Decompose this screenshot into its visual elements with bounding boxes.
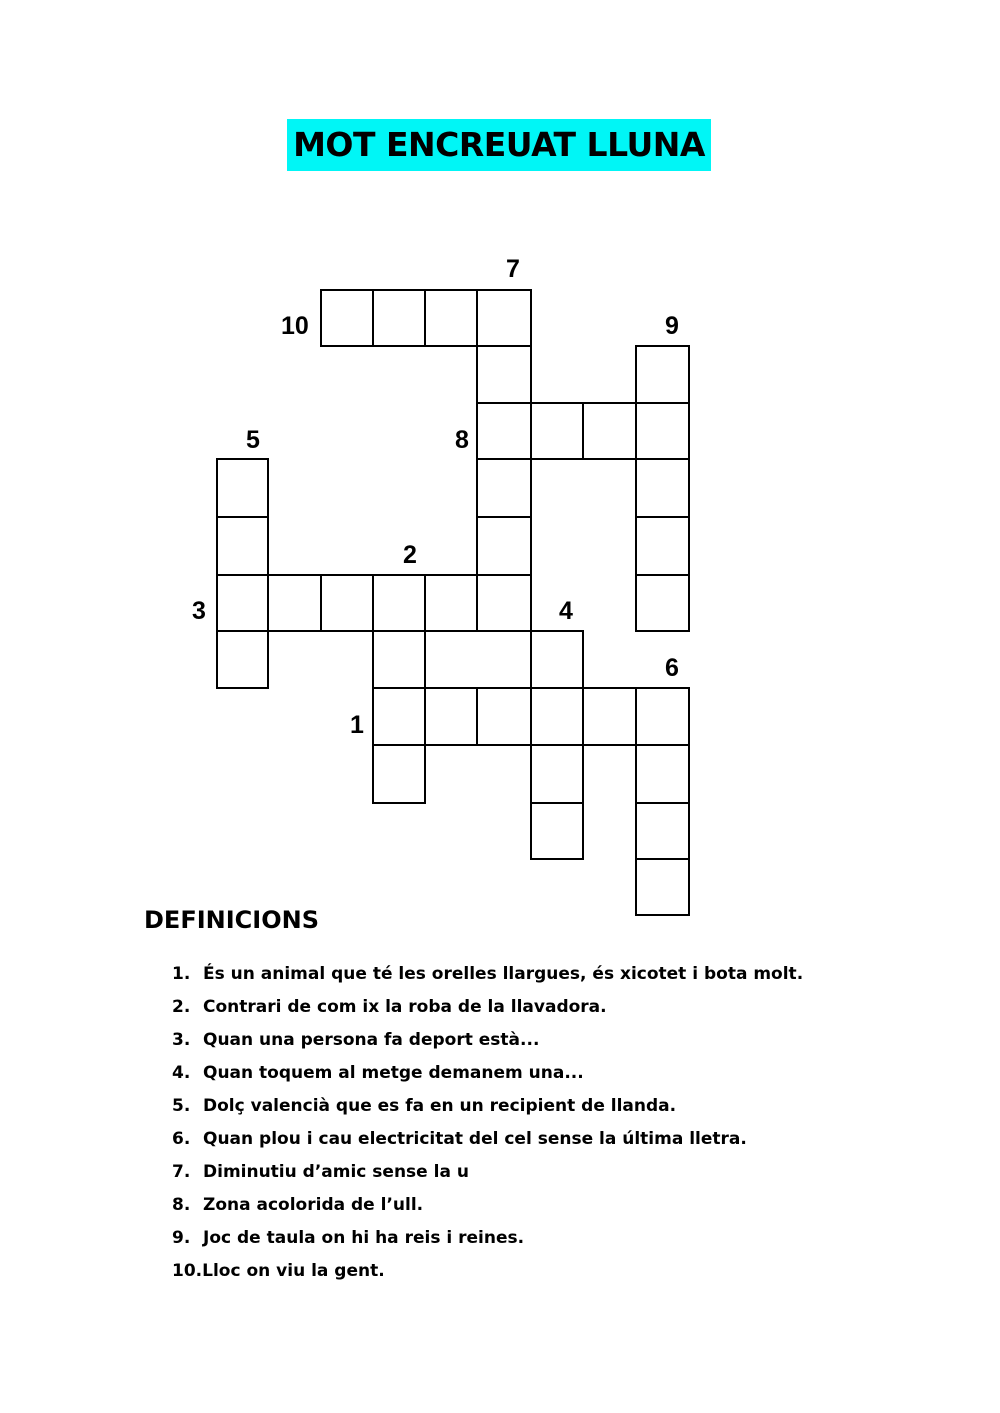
grid-cell[interactable] [476, 516, 532, 576]
grid-cell[interactable] [582, 687, 637, 746]
grid-cell[interactable] [476, 458, 532, 518]
definition-item: 10.Lloc on viu la gent. [172, 1261, 385, 1281]
grid-cell[interactable] [635, 687, 690, 746]
grid-cell[interactable] [476, 687, 532, 746]
grid-cell[interactable] [530, 802, 584, 860]
grid-cell[interactable] [635, 402, 690, 460]
grid-cell[interactable] [635, 744, 690, 804]
grid-number-8: 8 [455, 426, 469, 454]
definition-item: 5. Dolç valencià que es fa en un recipient de llanda. [172, 1096, 677, 1116]
definitions-heading: DEFINICIONS [144, 906, 319, 934]
grid-cell[interactable] [216, 574, 269, 632]
definition-item: 9. Joc de taula on hi ha reis i reines. [172, 1228, 525, 1248]
grid-cell[interactable] [424, 574, 478, 632]
grid-cell[interactable] [635, 345, 690, 404]
grid-cell[interactable] [372, 289, 426, 347]
grid-number-1: 1 [350, 711, 364, 739]
definition-item: 3. Quan una persona fa deport està... [172, 1030, 540, 1050]
grid-cell[interactable] [582, 402, 637, 460]
grid-cell[interactable] [372, 687, 426, 746]
grid-cell[interactable] [372, 574, 426, 632]
page-title: MOT ENCREUAT LLUNA [287, 119, 711, 171]
grid-number-10: 10 [281, 312, 309, 340]
grid-cell[interactable] [530, 630, 584, 689]
grid-cell[interactable] [372, 744, 426, 804]
definition-item: 7. Diminutiu d’amic sense la u [172, 1162, 469, 1182]
grid-cell[interactable] [216, 516, 269, 576]
grid-cell[interactable] [530, 744, 584, 804]
definitions-list [172, 958, 803, 1288]
grid-cell[interactable] [476, 574, 532, 632]
grid-cell[interactable] [530, 687, 584, 746]
definition-item: 6. Quan plou i cau electricitat del cel sense la última lletra. [172, 1129, 747, 1149]
grid-cell[interactable] [424, 289, 478, 347]
definition-item: 1. És un animal que té les orelles llargues, és xicotet i bota molt. [172, 964, 804, 984]
definition-item: 2. Contrari de com ix la roba de la llavadora. [172, 997, 607, 1017]
grid-cell[interactable] [635, 516, 690, 576]
grid-number-5: 5 [246, 426, 260, 454]
grid-cell[interactable] [635, 574, 690, 632]
grid-cell[interactable] [635, 858, 690, 916]
grid-cell[interactable] [530, 402, 584, 460]
grid-cell[interactable] [320, 289, 374, 347]
grid-cell[interactable] [267, 574, 322, 632]
grid-number-4: 4 [559, 597, 573, 625]
grid-cell[interactable] [216, 458, 269, 518]
definition-item: 4. Quan toquem al metge demanem una... [172, 1063, 584, 1083]
grid-cell[interactable] [635, 458, 690, 518]
grid-cell[interactable] [476, 289, 532, 347]
grid-number-3: 3 [192, 597, 206, 625]
grid-number-9: 9 [665, 312, 679, 340]
grid-cell[interactable] [216, 630, 269, 689]
grid-cell[interactable] [424, 687, 478, 746]
grid-cell[interactable] [320, 574, 374, 632]
grid-cell[interactable] [476, 402, 532, 460]
grid-number-2: 2 [403, 541, 417, 569]
definition-item: 8. Zona acolorida de l’ull. [172, 1195, 424, 1215]
grid-cell[interactable] [476, 345, 532, 404]
grid-number-7: 7 [506, 255, 520, 283]
grid-cell[interactable] [372, 630, 426, 689]
grid-number-6: 6 [665, 654, 679, 682]
grid-cell[interactable] [635, 802, 690, 860]
